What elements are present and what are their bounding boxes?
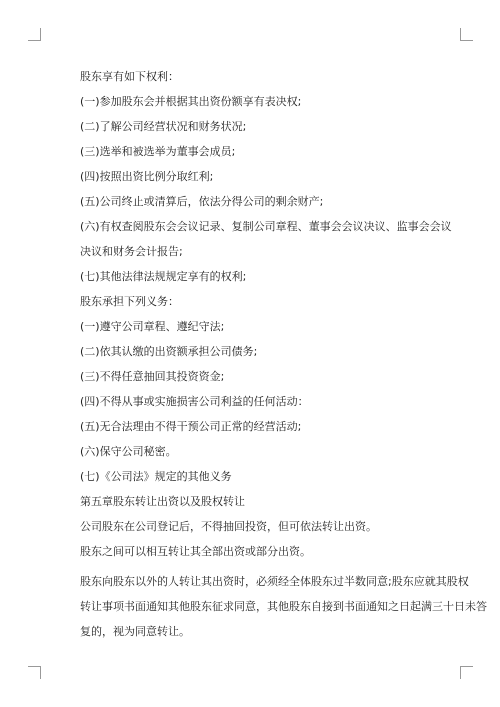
- paragraph-line: (一)参加股东会并根据其出资份额享有表决权;: [80, 95, 302, 108]
- paragraph-line: (四)按照出资比例分取红利;: [80, 170, 214, 183]
- paragraph-line: (五)无合法理由不得干预公司正常的经营活动;: [80, 420, 302, 433]
- paragraph-line: 股东向股东以外的人转让其出资时，必须经全体股东过半数同意;股东应就其股权: [80, 575, 469, 588]
- paragraph-line: 股东承担下列义务：: [80, 295, 179, 308]
- paragraph-line: 公司股东在公司登记后，不得抽回投资，但可依法转让出资。: [80, 520, 377, 533]
- paragraph-line: (一)遵守公司章程、遵纪守法;: [80, 320, 225, 333]
- paragraph-line: 股东享有如下权利：: [80, 70, 179, 83]
- paragraph-line: (二)了解公司经营状况和财务状况;: [80, 120, 247, 133]
- chapter-heading: 第五章股东转让出资以及股权转让: [80, 495, 245, 508]
- paragraph-line: 复的，视为同意转让。: [80, 625, 190, 638]
- paragraph-line: (六)有权查阅股东会会议记录、复制公司章程、董事会会议决议、监事会会议: [80, 220, 452, 233]
- paragraph-line: (二)依其认缴的出资额承担公司债务;: [80, 345, 258, 358]
- paragraph-line: (五)公司终止或清算后，依法分得公司的剩余财产;: [80, 195, 324, 208]
- paragraph-line: 转让事项书面通知其他股东征求同意，其他股东自接到书面通知之日起满三十日未答: [80, 600, 487, 613]
- paragraph-line: (六)保守公司秘密。: [80, 445, 177, 458]
- paragraph-line: 决议和财务会计报告;: [80, 245, 183, 258]
- paragraph-line: (七)《公司法》规定的其他义务: [80, 470, 232, 483]
- paragraph-line: (七)其他法律法规规定享有的权利;: [80, 270, 247, 283]
- paragraph-line: (三)选举和被选举为董事会成员;: [80, 145, 236, 158]
- paragraph-line: 股东之间可以相互转让其全部出资或部分出资。: [80, 545, 311, 558]
- paragraph-line: (三)不得任意抽回其投资资金;: [80, 370, 225, 383]
- paragraph-line: (四)不得从事或实施损害公司利益的任何活动：: [80, 395, 309, 408]
